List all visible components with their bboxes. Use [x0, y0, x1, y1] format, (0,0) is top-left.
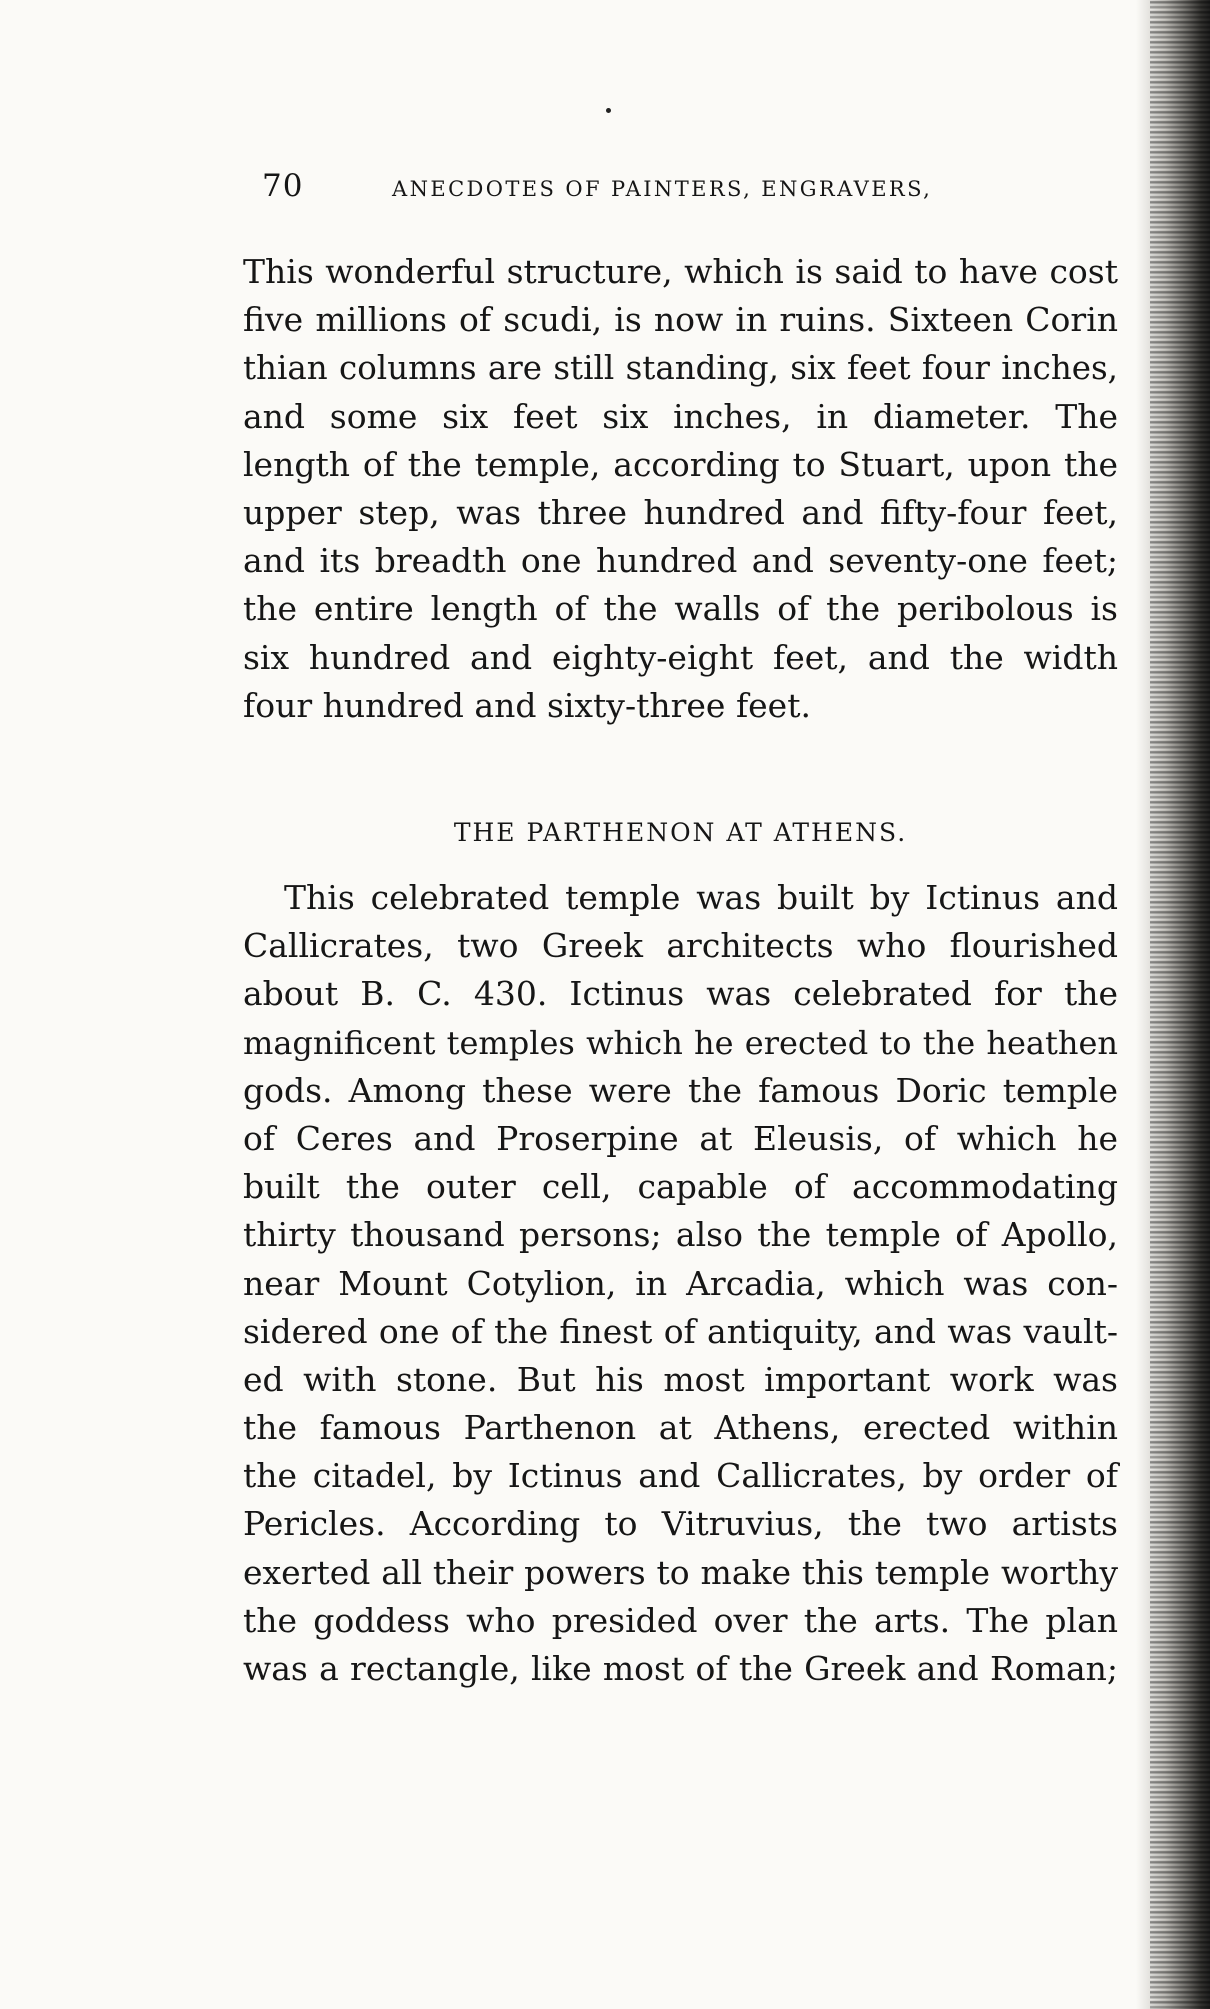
page-edge — [1150, 0, 1210, 2009]
text-line: the goddess who presided over the arts. The plan — [243, 1600, 1118, 1640]
paragraph-ruins — [243, 248, 1118, 730]
section-heading: THE PARTHENON AT ATHENS. — [453, 818, 908, 847]
text-line: built the outer cell, capable of accommodating — [243, 1167, 1118, 1207]
text-line: the famous Parthenon at Athens, erected within — [243, 1408, 1118, 1448]
text-line: near Mount Cotylion, in Arcadia, which was con- — [243, 1263, 1118, 1303]
page-number: 70 — [262, 168, 304, 204]
text-line: thian columns are still standing, six feet four inches, — [243, 349, 1118, 388]
text-line: of Ceres and Proserpine at Eleusis, of which he — [243, 1118, 1118, 1158]
paragraph-parthenon — [243, 874, 1118, 1693]
text-line: magnificent temples which he erected to the heathen — [243, 1023, 1118, 1062]
text-line: was a rectangle, like most of the Greek and Roman; — [243, 1649, 1118, 1688]
text-line: and some six feet six inches, in diameter. The — [243, 396, 1118, 436]
text-line: the citadel, by Ictinus and Callicrates, by order of — [243, 1456, 1118, 1496]
text-line: the entire length of the walls of the peribolous is — [243, 589, 1118, 629]
text-line: exerted all their powers to make this temple worthy — [243, 1552, 1118, 1592]
text-line: This wonderful structure, which is said to have cost — [243, 252, 1118, 291]
text-line: ed with stone. But his most important work was — [243, 1359, 1118, 1399]
running-head-title: ANECDOTES OF PAINTERS, ENGRAVERS, — [392, 177, 933, 201]
text-line: This celebrated temple was built by Ictinus and — [284, 878, 1118, 917]
ink-speck — [606, 108, 611, 113]
text-line: five millions of scudi, is now in ruins. Sixteen Corin — [243, 300, 1118, 340]
text-line: sidered one of the finest of antiquity, and was vault- — [243, 1311, 1118, 1351]
text-line: Callicrates, two Greek architects who flourished — [243, 926, 1118, 966]
running-head — [262, 168, 1002, 208]
text-line: gods. Among these were the famous Doric temple — [243, 1070, 1118, 1110]
text-line: four hundred and sixty-three feet. — [243, 685, 811, 725]
text-line: six hundred and eighty-eight feet, and the width — [243, 637, 1118, 677]
text-line: length of the temple, according to Stuart, upon the — [243, 444, 1118, 484]
text-line: and its breadth one hundred and seventy-one feet; — [243, 541, 1118, 581]
text-line: about B. C. 430. Ictinus was celebrated for the — [243, 974, 1118, 1014]
text-line: Pericles. According to Vitruvius, the two artists — [243, 1504, 1118, 1544]
text-line: thirty thousand persons; also the temple of Apollo, — [243, 1215, 1118, 1255]
text-line: upper step, was three hundred and fifty-four feet, — [243, 492, 1118, 532]
